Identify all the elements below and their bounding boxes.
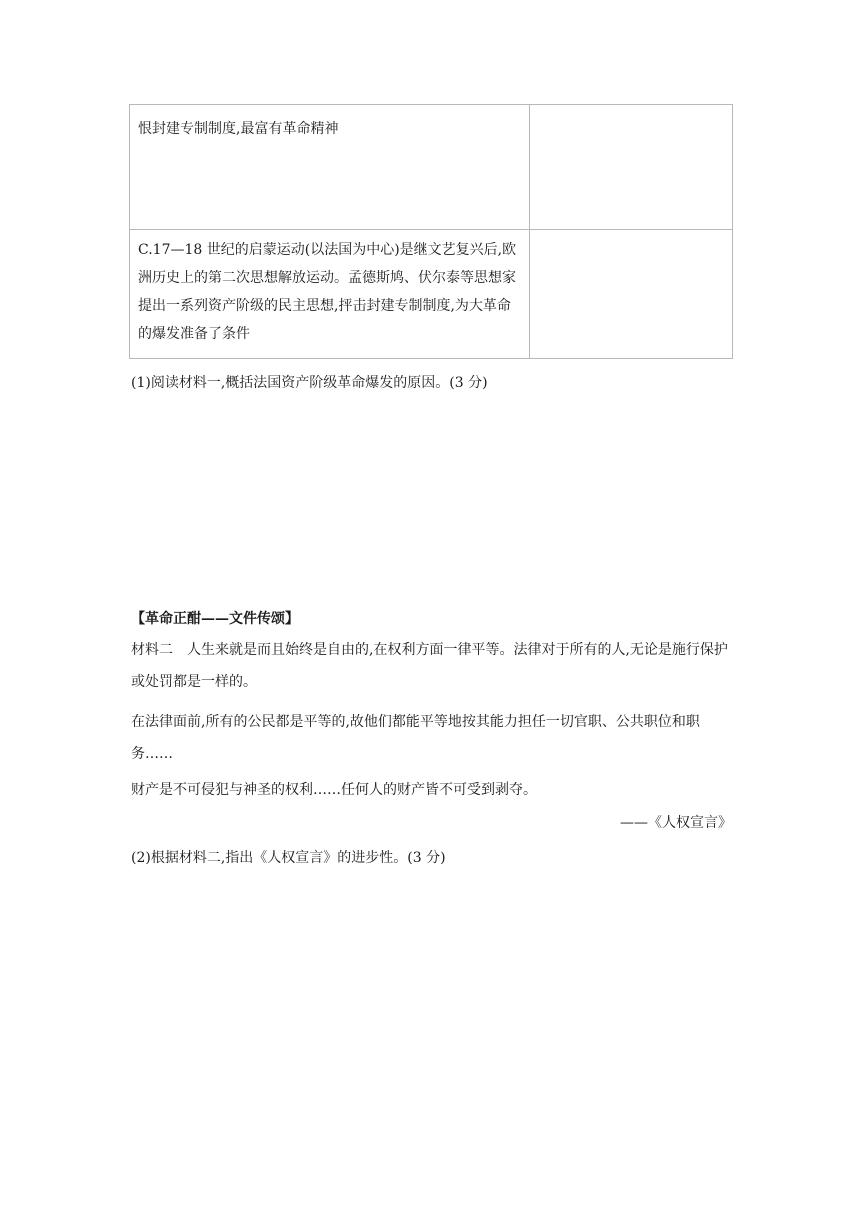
question-2: (2)根据材料二,指出《人权宣言》的进步性。(3 分) xyxy=(131,850,446,866)
material-table xyxy=(129,104,733,359)
table-cell-right xyxy=(530,230,733,359)
material-2-paragraph-3: 财产是不可侵犯与神圣的权利……任何人的财产皆不可受到剥夺。 xyxy=(131,782,537,798)
table-cell-right xyxy=(530,105,733,230)
table-cell-left: 恨封建专制制度,最富有革命精神 xyxy=(130,105,530,230)
material-2-source: ——《人权宣言》 xyxy=(620,815,732,831)
question-1: (1)阅读材料一,概括法国资产阶级革命爆发的原因。(3 分) xyxy=(131,375,488,391)
material-2-paragraph-2: 在法律面前,所有的公民都是平等的,故他们都能平等地按其能力担任一切官职、公共职位和职务…… xyxy=(131,714,700,762)
material-2-paragraph-1: 材料二 人生来就是而且始终是自由的,在权利方面一律平等。法律对于所有的人,无论是施行保护或处罚都是一样的。 xyxy=(131,642,728,690)
table-cell-left: C.17—18 世纪的启蒙运动(以法国为中心)是继文艺复兴后,欧洲历史上的第二次思想解放运动。孟德斯鸠、伏尔泰等思想家提出一系列资产阶级的民主思想,抨击封建专制制度,为大革命的爆发准备了条件 xyxy=(130,230,530,359)
table-row xyxy=(130,230,733,359)
table-row xyxy=(130,105,733,230)
section-title: 【革命正酣——文件传颂】 xyxy=(131,611,299,627)
